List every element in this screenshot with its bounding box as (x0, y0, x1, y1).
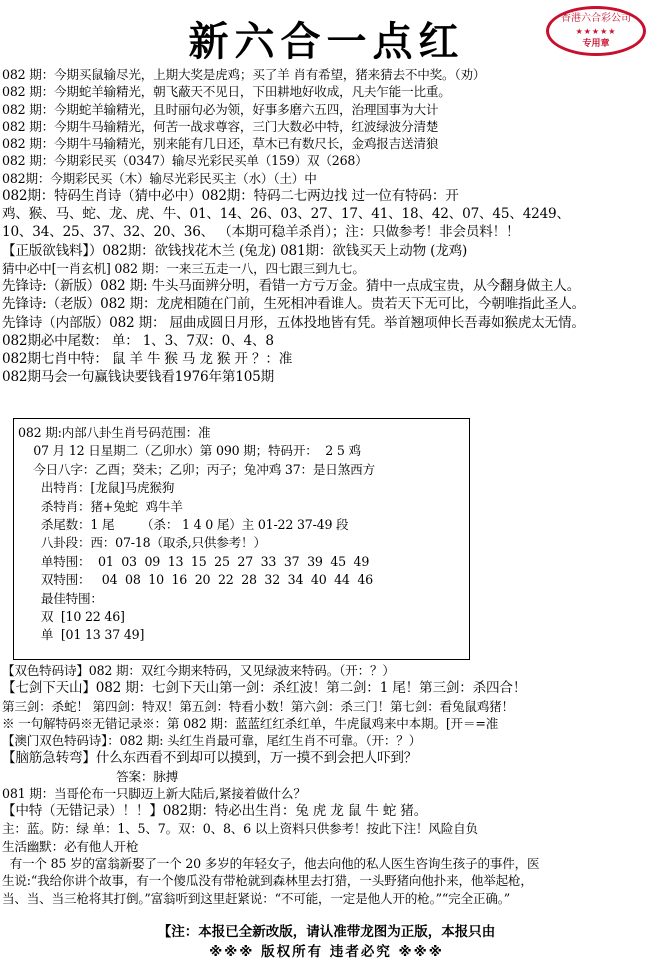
footer-notice: 【注：本报已全新改版，请认准带龙图为正版，本报只由 (157, 924, 496, 940)
bagua-zodiac-box (13, 418, 470, 660)
footer-copyright: ※※※ 版权所有 违者必究 ※※※ (209, 944, 444, 960)
box-line: 单 [01 13 37 49] (18, 627, 145, 643)
page-title: 新六合一点红 (188, 18, 465, 65)
box-line: 杀尾数：1 尾 （杀： 1 4 0 尾）主 01-22 37-49 段 (18, 517, 349, 533)
text-line: 082 期：今期买鼠输尽光，上期大奖是虎鸡；买了羊 肖有希望，猪来猜去不中奖。（劝） (2, 67, 486, 82)
box-line: 出特肖：[龙鼠]马虎猴狗 (18, 480, 175, 496)
text-line: 生说:“我给你讲个故事，有一个傻瓜没有带枪就到森林里去打猎，一头野猪向他扑来，他举起枪， (2, 873, 533, 889)
text-line: 【七剑下天山】082 期：七剑下天山第一剑：杀红波！第二剑：1 尾！第三剑：杀四合！ (2, 680, 527, 697)
text-line: ※ 一句解特码※无错记录※：第 082 期：蓝蓝红红杀红单，牛虎鼠鸡来中本期。[开＝=准 (2, 715, 499, 731)
text-line: 【澳门双色特码诗】：082 期: 头红生肖最可靠，尾红生肖不可靠。（开：？） (2, 733, 422, 749)
text-line: 先锋诗:（老版）082 期：龙虎相随在门前，生死相冲看谁人。贵若天下无可比，今朝唯指此圣人。 (2, 296, 585, 313)
text-line: 生活幽默：必有他人开枪 (2, 838, 139, 854)
text-line: 082期七肖中特： 鼠 羊 牛 猴 马 龙 猴 开 ？：准 (2, 351, 293, 367)
text-line: 答案：脉搏 (2, 768, 179, 784)
box-line: 双 [10 22 46] (18, 609, 125, 625)
text-line: 082 期：今期蛇羊输精光，且时丽句必为领，好事多磨六五四，治理国事为大计 (2, 101, 439, 117)
text-line: 第三剑：杀蛇！ 第四剑：特双！第五剑：特看小数！第六剑：杀三门！第七剑：看兔鼠鸡猪！ (2, 698, 514, 714)
box-line: 双特围： 04 08 10 16 20 22 28 32 34 40 44 46 (18, 572, 373, 588)
text-line: 082 期：今期彩民买（0347）输尽光彩民买单（159）双（268） (2, 153, 368, 169)
text-line: 【双色特码诗】082 期：双红今期来特码，又见绿波来特码。（开：？） (2, 663, 395, 678)
box-line: 07 月 12 日星期二（乙卯水）第 090 期；特码开： 2 5 鸡 (18, 443, 361, 459)
text-line: 082 期：今期牛马输精光，何苦一战求尊容，三门大数必中特，红波绿波分清楚 (2, 118, 439, 134)
text-line: 082期：今期彩民买（木）输尽光彩民买主（水）（土）中 (2, 170, 317, 186)
text-line: 082期马会一句赢钱诀要钱看1976年第105期 (2, 369, 274, 386)
text-line: 082期：特码生肖诗（猜中必中）082期：特码二七两边找 过一位有特码：开 (2, 188, 459, 205)
text-line: 有一个 85 岁的富翁新娶了一个 20 多岁的年轻女子，他去向他的私人医生咨询生孩子的事件，医 (2, 855, 540, 871)
text-line: 主：蓝。防：绿 单：1、5、7。双：0、8、6 以上资料只供参考！按此下注！风险自负 (2, 821, 478, 837)
box-line: 单特围： 01 03 09 13 15 25 27 33 37 39 45 49 (18, 553, 370, 569)
box-line: 八卦段：西：07-18（取杀,只供参考！） (18, 535, 266, 551)
box-line: 今日八字：乙酉；癸未；乙卯；丙子；兔冲鸡 37：是日煞西方 (18, 461, 375, 477)
text-line: 10、34、25、37、32、20、36、 （本期可稳羊杀肖）；注：只做参考！非会员料！！ (2, 224, 520, 241)
text-line: 先锋诗:（新版）082 期: 牛头马面辨分明，看错一方亏万金。猜中一点成宝贵，从今翻身做主人。 (2, 278, 581, 295)
text-line: 082 期：今期牛马输精光，别来能有几日还，草木已有数尺长，金鸡报吉送清狼 (2, 136, 439, 152)
text-line: 【脑筋急转弯】什么东西看不到却可以摸到，万一摸不到会把人吓到？ (2, 750, 418, 767)
text-line: 082期必中尾数： 单： 1、3、7双：0、4、8 (2, 332, 274, 349)
text-line: 【正版欲钱料】）082期：欲钱找花木兰 (兔龙) 081期：欲钱买天上动物 (龙鸡) (2, 242, 468, 259)
text-line: 猜中必中[一肖玄机] 082 期：一来三五走一八，四七跟三到九七。 (2, 260, 365, 276)
text-line: 鸡、猴、马、蛇、龙、虎、牛、01、14、26、03、27、17、41、18、42、07、45、4249、 (2, 206, 570, 223)
text-line: 当、当、当三枪将其打倒。”富翁听到这里赶紧说：“不可能，一定是他人开的枪。”“完全正确。” (2, 890, 511, 906)
lower-lines (2, 662, 651, 907)
text-line: 082 期：今期蛇羊输精光，朝飞蔽天不见日，下田耕地好收成，凡夫乍能一比重。 (2, 84, 451, 100)
text-line: 先锋诗（内部版）082 期： 屈曲成圆日月形，五体投地皆有凭。举首翘项伸长吾毒如猴虎太无情。 (2, 314, 585, 331)
seal-stamp: 香港六合彩公司 ★★★★★ 专用章 (546, 6, 646, 56)
box-line: 最佳特围： (18, 590, 103, 606)
box-line: 082 期:内部八卦生肖号码范围：准 (18, 425, 211, 440)
forecast-lines (2, 66, 651, 386)
text-line: 【中特（无错记录）！！】082期：特必出生肖：兔 虎 龙 鼠 牛 蛇 猪。 (2, 803, 428, 820)
text-line: 081 期：当哥伦布一只脚迈上新大陆后,紧接着做什么？ (2, 785, 306, 801)
box-line: 杀特肖：猪+兔蛇 鸡牛羊 (18, 498, 183, 514)
